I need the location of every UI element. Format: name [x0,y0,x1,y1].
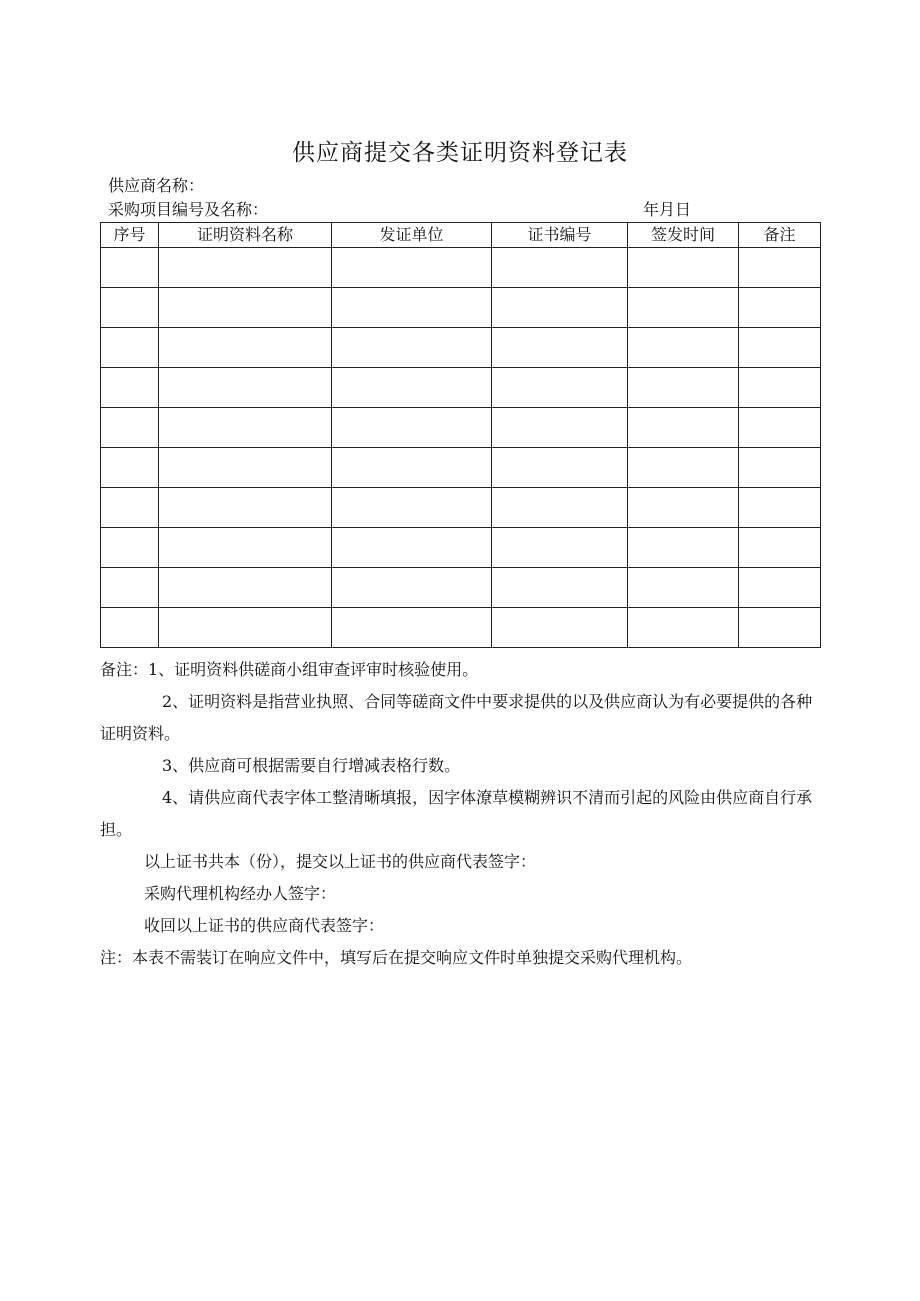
table-cell[interactable] [101,568,159,608]
table-cell[interactable] [159,448,332,488]
table-cell[interactable] [628,368,739,408]
table-cell[interactable] [332,528,492,568]
table-cell[interactable] [492,368,628,408]
project-number-label: 采购项目编号及名称： [108,200,269,219]
table-row [101,528,821,568]
table-cell[interactable] [628,568,739,608]
table-cell[interactable] [739,368,821,408]
table-row [101,608,821,648]
table-cell[interactable] [101,608,159,648]
table-cell[interactable] [101,448,159,488]
table-cell[interactable] [739,488,821,528]
note-2: 2、证明资料是指营业执照、合同等磋商文件中要求提供的以及供应商认为有必要提供的各种证明资料。 [100,692,813,743]
table-cell[interactable] [739,448,821,488]
signature-supplier-submit: 以上证书共本（份），提交以上证书的供应商代表签字： [144,852,537,871]
table-cell[interactable] [739,288,821,328]
header-issuer: 发证单位 [332,223,492,248]
signature-supplier-return: 收回以上证书的供应商代表签字： [144,916,385,935]
certificate-register-table [100,222,821,648]
table-cell[interactable] [739,608,821,648]
table-cell[interactable] [101,328,159,368]
table-cell[interactable] [492,328,628,368]
table-cell[interactable] [101,368,159,408]
table-cell[interactable] [492,488,628,528]
table-cell[interactable] [739,528,821,568]
table-cell[interactable] [332,328,492,368]
table-cell[interactable] [159,328,332,368]
header-issue-date: 签发时间 [628,223,739,248]
table-cell[interactable] [101,248,159,288]
table-cell[interactable] [492,608,628,648]
table-row [101,568,821,608]
table-row [101,408,821,448]
table-cell[interactable] [332,448,492,488]
table-cell[interactable] [332,488,492,528]
table-cell[interactable] [628,488,739,528]
table-cell[interactable] [159,488,332,528]
table-cell[interactable] [332,608,492,648]
table-cell[interactable] [492,448,628,488]
table-body [101,248,821,648]
table-cell[interactable] [159,368,332,408]
table-cell[interactable] [492,528,628,568]
table-cell[interactable] [628,608,739,648]
table-cell[interactable] [739,408,821,448]
table-cell[interactable] [159,248,332,288]
table-cell[interactable] [332,248,492,288]
note-3: 3、供应商可根据需要自行增减表格行数。 [162,756,461,775]
table-cell[interactable] [739,248,821,288]
date-label: 年月日 [643,200,692,219]
table-header-row [101,223,821,248]
table-row [101,248,821,288]
table-cell[interactable] [159,408,332,448]
table-cell[interactable] [332,568,492,608]
table-cell[interactable] [628,448,739,488]
table-cell[interactable] [101,528,159,568]
table-row [101,448,821,488]
table-cell[interactable] [492,288,628,328]
table-row [101,368,821,408]
table-cell[interactable] [492,248,628,288]
table-row [101,288,821,328]
header-certificate-number: 证书编号 [492,223,628,248]
table-cell[interactable] [628,328,739,368]
signature-agency-handler: 采购代理机构经办人签字： [144,884,337,903]
table-cell[interactable] [492,408,628,448]
header-index: 序号 [101,223,159,248]
table-cell[interactable] [101,408,159,448]
table-cell[interactable] [101,288,159,328]
note-4: 4、请供应商代表字体工整清晰填报，因字体潦草模糊辨识不清而引起的风险由供应商自行承担。 [100,788,813,839]
table-cell[interactable] [332,408,492,448]
table-cell[interactable] [628,248,739,288]
table-cell[interactable] [159,608,332,648]
table-row [101,328,821,368]
supplier-name-label: 供应商名称： [108,176,205,195]
table-cell[interactable] [332,288,492,328]
table-cell[interactable] [628,408,739,448]
note-1: 备注：1、证明资料供磋商小组审查评审时核验使用。 [100,660,479,679]
table-cell[interactable] [101,488,159,528]
footer-note: 注：本表不需装订在响应文件中，填写后在提交响应文件时单独提交采购代理机构。 [100,948,693,967]
table-cell[interactable] [492,568,628,608]
header-remarks: 备注 [739,223,821,248]
table-cell[interactable] [159,568,332,608]
table-cell[interactable] [332,368,492,408]
header-document-name: 证明资料名称 [159,223,332,248]
table-cell[interactable] [739,568,821,608]
table-cell[interactable] [739,328,821,368]
table-cell[interactable] [159,528,332,568]
page-title: 供应商提交各类证明资料登记表 [292,140,628,166]
table-row [101,488,821,528]
table-cell[interactable] [628,288,739,328]
table-cell[interactable] [159,288,332,328]
table-cell[interactable] [628,528,739,568]
notes-section [100,654,820,974]
